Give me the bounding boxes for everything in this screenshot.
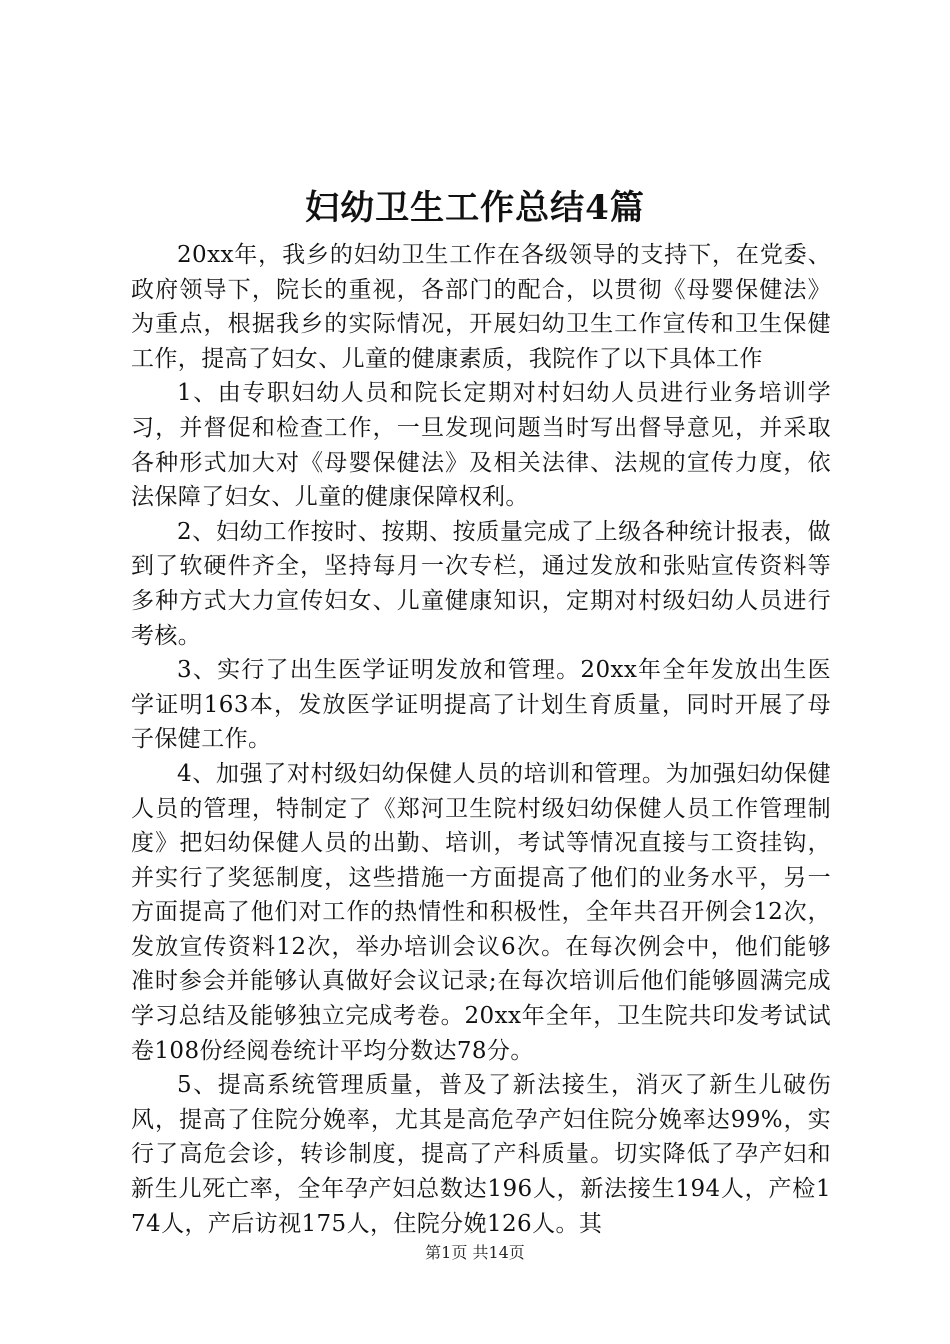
paragraph-item-4: 4、加强了对村级妇幼保健人员的培训和管理。为加强妇幼保健人员的管理，特制定了《郑河卫生院村级妇幼保健人员工作管理制度》把妇幼保健人员的出勤、培训，考试等情况直接与工资挂钩，并实行了奖惩制度，这些措施一方面提高了他们的业务水平，另一方面提高了他们对工作的热情性和积极性，全年共召开例会12次，发放宣传资料12次，举办培训会议6次。在每次例会中，他们能够准时参会并能够认真做好会议记录;在每次培训后他们能够圆满完成学习总结及能够独立完成考卷。20xx年全年，卫生院共印发考试试卷108份经阅卷统计平均分数达78分。: [131, 760, 831, 1064]
paragraph-item-2: 2、妇幼工作按时、按期、按质量完成了上级各种统计报表，做到了软硬件齐全，坚持每月一次专栏，通过发放和张贴宣传资料等多种方式大力宣传妇女、儿童健康知识，定期对村级妇幼人员进行考核。: [131, 518, 831, 649]
page-number-footer: 第1页 共14页: [425, 1243, 525, 1262]
paragraph-intro: 20xx年，我乡的妇幼卫生工作在各级领导的支持下，在党委、政府领导下，院长的重视，各部门的配合，以贯彻《母婴保健法》为重点，根据我乡的实际情况，开展妇幼卫生工作宣传和卫生保健工作，提高了妇女、儿童的健康素质，我院作了以下具体工作: [131, 242, 831, 372]
paragraph-item-1: 1、由专职妇幼人员和院长定期对村妇幼人员进行业务培训学习，并督促和检查工作，一旦发现问题当时写出督导意见，并采取各种形式加大对《母婴保健法》及相关法律、法规的宣传力度，依法保障了妇女、儿童的健康保障权利。: [131, 380, 831, 511]
paragraph-item-5: 5、提高系统管理质量，普及了新法接生，消灭了新生儿破伤风，提高了住院分娩率，尤其是高危孕产妇住院分娩率达99%，实行了高危会诊，转诊制度，提高了产科质量。切实降低了孕产妇和新生儿死亡率，全年孕产妇总数达196人，新法接生194人，产检174人，产后访视175人，住院分娩126人。其: [131, 1072, 831, 1237]
document-title: 妇幼卫生工作总结4篇: [305, 188, 645, 228]
paragraph-item-3: 3、实行了出生医学证明发放和管理。20xx年全年发放出生医学证明163本，发放医学证明提高了计划生育质量，同时开展了母子保健工作。: [131, 657, 831, 753]
document-body: [131, 238, 831, 1241]
